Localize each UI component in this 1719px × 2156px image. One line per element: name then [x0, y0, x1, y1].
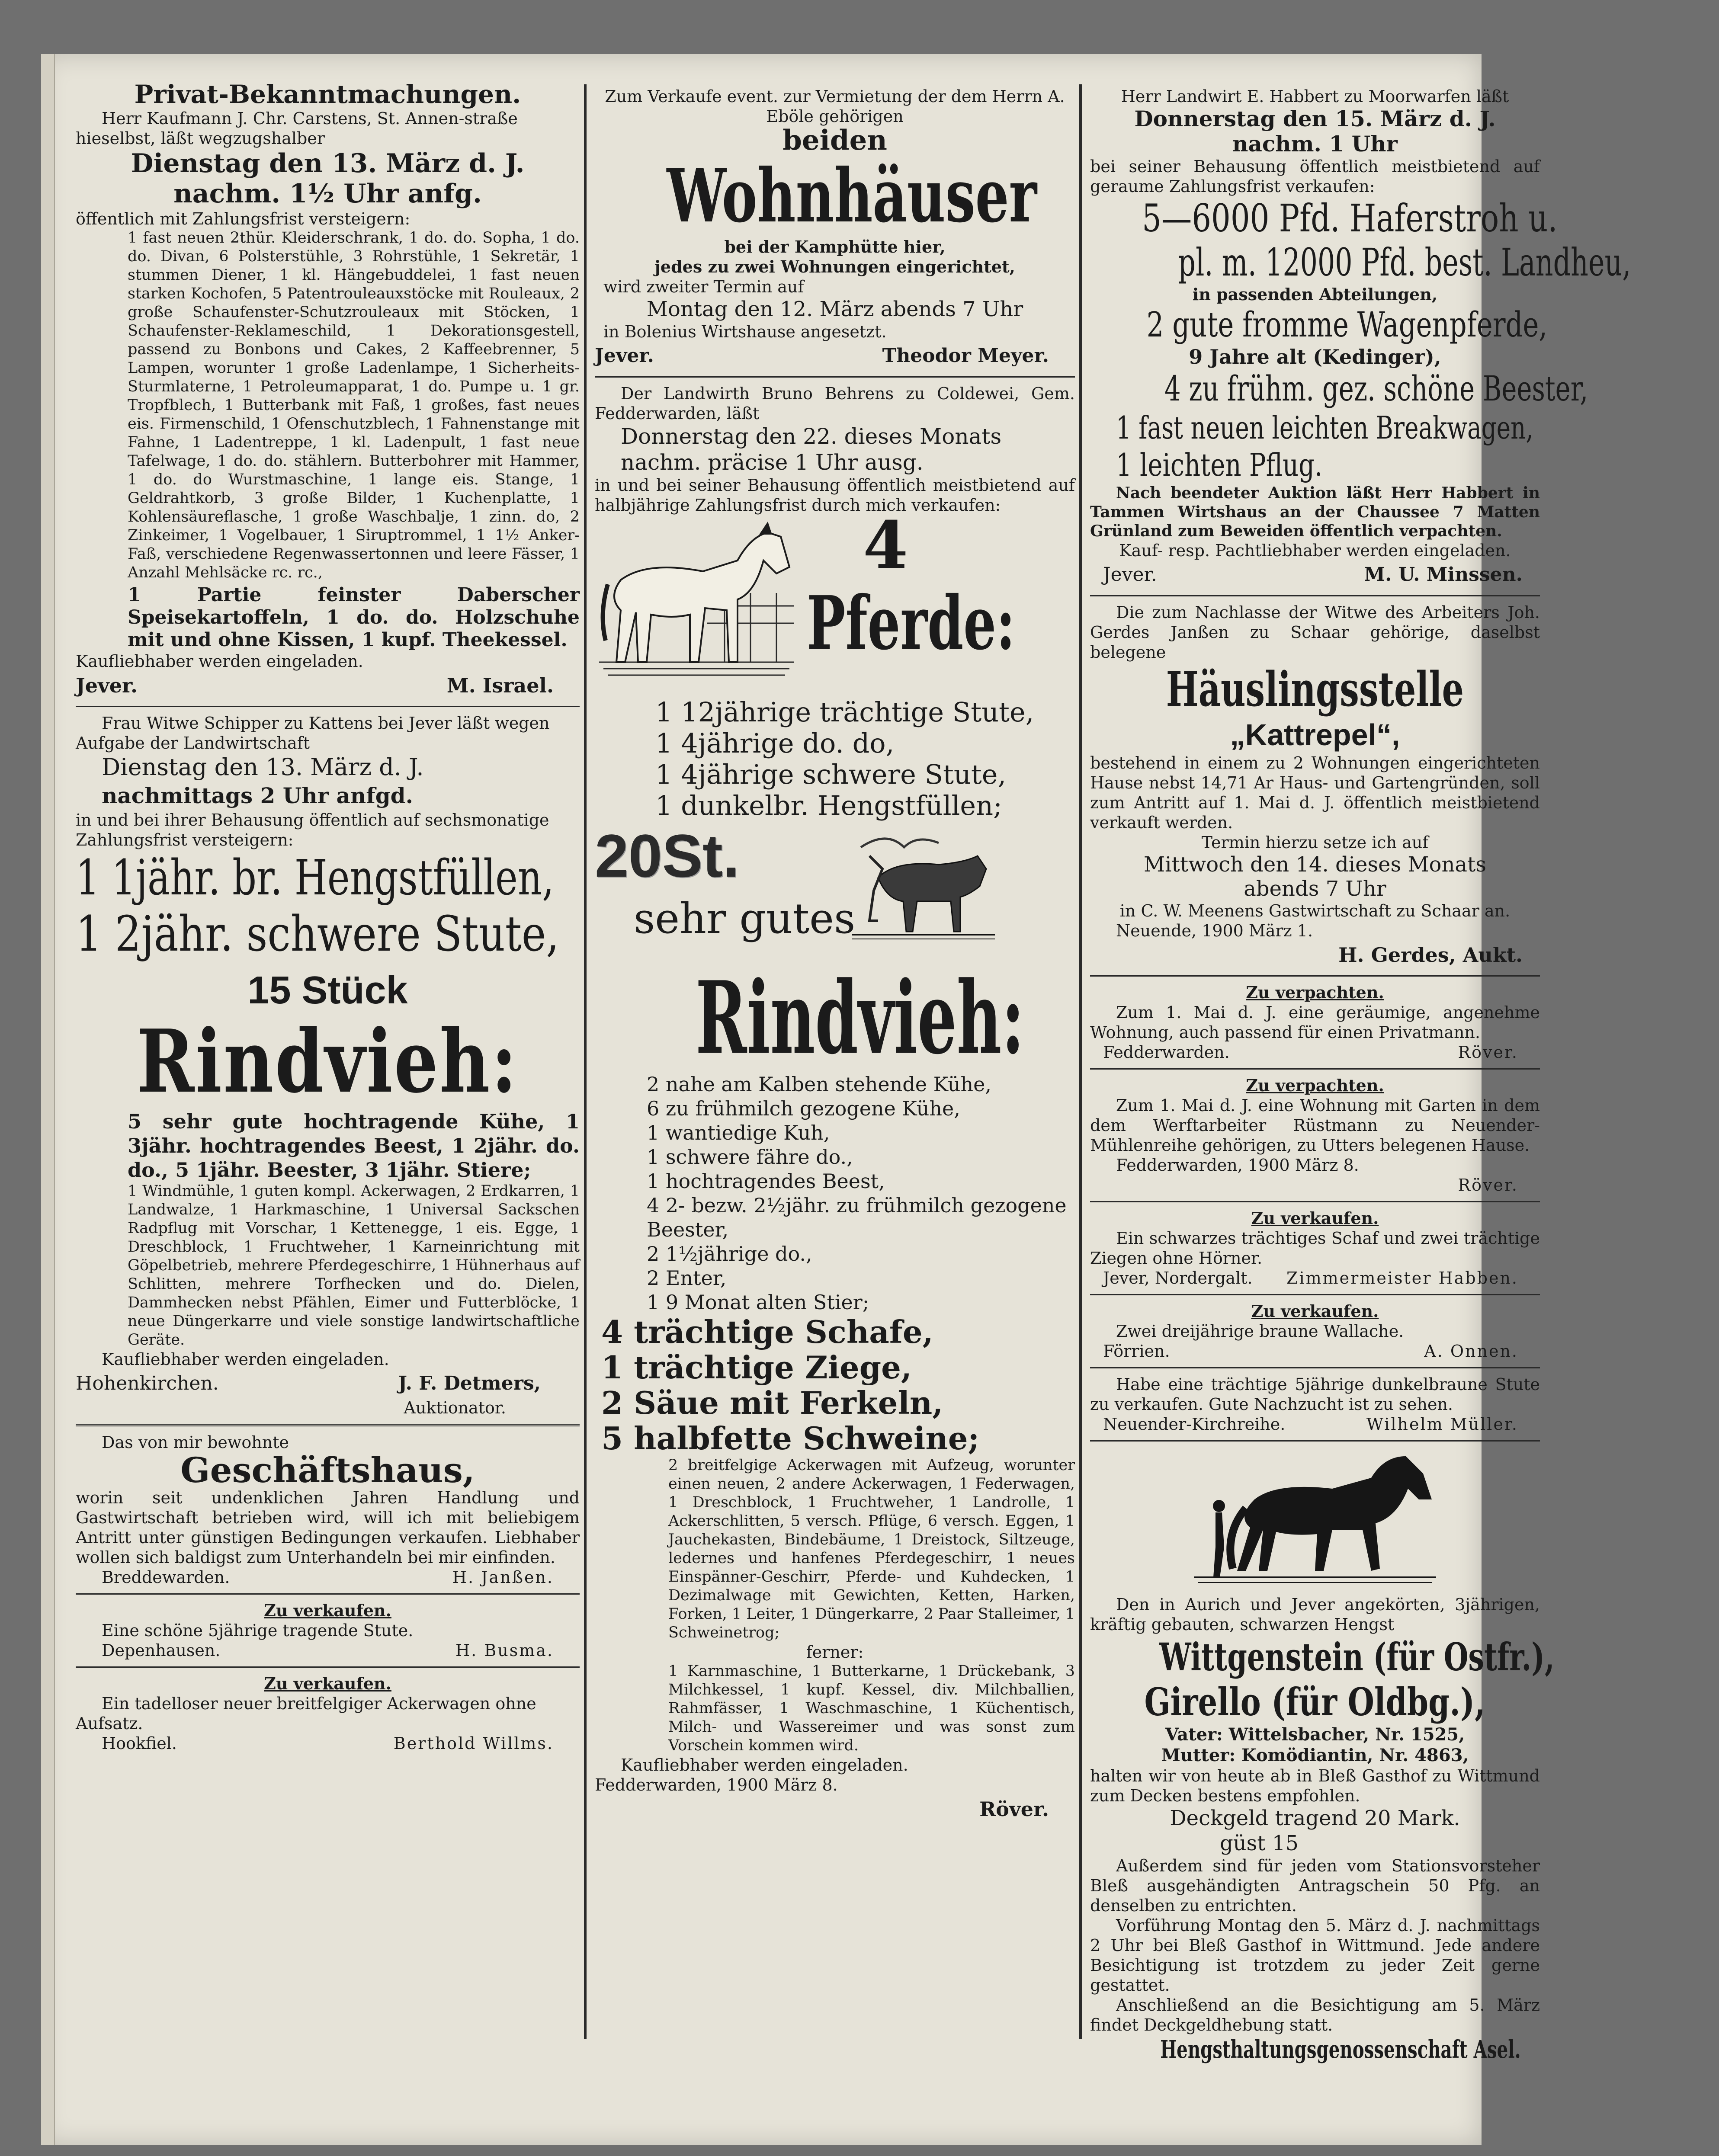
- ad-headline-text: 1 2jähr. schwere Stute,: [76, 906, 559, 962]
- column-1: [76, 80, 580, 1753]
- ad-headline-text: pl. m. 12000 Pfd. best. Landheu,: [1178, 240, 1631, 285]
- stallion-father: Vater: Wittelsbacher, Nr. 1525,: [1165, 1724, 1465, 1745]
- divider: [1090, 595, 1540, 596]
- sehr-gutes: sehr gutes: [634, 894, 856, 943]
- ad-intro: Das von mir bewohnte: [102, 1433, 289, 1452]
- ad-intro: Die zum Nachlasse der Witwe des Arbeiters Joh. Gerdes Janßen zu Schaar gehörige, daselbst belegene: [1090, 603, 1540, 662]
- ad-heading: Zu verkaufen.: [1251, 1208, 1379, 1228]
- ad-signature: Röver.: [979, 1797, 1049, 1821]
- ad-headline-text: 1 1jähr. br. Hengstfüllen,: [76, 850, 554, 906]
- ad-headline: [1090, 196, 1558, 240]
- ad-date: Donnerstag den 22. dieses Monats: [621, 424, 1002, 449]
- ad-headline: [1090, 409, 1540, 446]
- ad-text: bestehend in einem zu 2 Wohnungen eingerichteten Hause nebst 14,71 Ar Haus- und Gartengründen, soll zum Antritt auf 1. Mai d. J. öffentlich meistbietend verkauft werden.: [1090, 753, 1540, 832]
- list-item: 2 nahe am Kalben stehende Kühe,: [647, 1073, 992, 1096]
- stallion-fee: Deckgeld tragend 20 Mark.: [1170, 1806, 1460, 1830]
- ad-text: Ein schwarzes trächtiges Schaf und zwei trächtige Ziegen ohne Hörner.: [1090, 1229, 1540, 1268]
- list-item: 2 Säue mit Ferkeln,: [601, 1384, 943, 1421]
- ad-signature: A. Onnen.: [1424, 1342, 1518, 1361]
- ad-headline-big-text: Rindvieh:: [137, 1011, 519, 1112]
- ad-signature: Zimmermeister Habben.: [1286, 1269, 1518, 1288]
- ad-headline-text: 4 zu frühm. gez. schöne Beester,: [1164, 368, 1588, 409]
- ad-place: Jever.: [76, 674, 138, 697]
- ad-place: Förrien.: [1103, 1342, 1170, 1361]
- ad-title: Geschäftshaus,: [180, 1450, 475, 1490]
- stallion-mother: Mutter: Komödiantin, Nr. 4863,: [1161, 1745, 1469, 1765]
- ad-signature: Berthold Willms.: [393, 1734, 554, 1753]
- ad-headline: [76, 850, 580, 906]
- divider: [76, 706, 580, 707]
- ad-headline-text: 5—6000 Pfd. Haferstroh u.: [1142, 196, 1558, 240]
- ad-heading: Zu verkaufen.: [264, 1601, 391, 1620]
- ad-signature-text: Hengsthaltungsgenossenschaft Asel.: [1160, 2035, 1521, 2064]
- ad-signature-row: [1090, 1341, 1540, 1361]
- ad-intro: Herr Landwirt E. Habbert zu Moorwarfen läßt: [1121, 87, 1509, 106]
- ad-place: Hookfiel.: [102, 1734, 177, 1753]
- column-3: [1090, 86, 1631, 2064]
- ad-text: Habe eine trächtige 5jährige dunkelbraune Stute zu verkaufen. Gute Nachzucht ist zu sehen.: [1090, 1375, 1540, 1414]
- list-item: 1 trächtige Ziege,: [601, 1349, 912, 1386]
- ad-headline-text: 2 gute fromme Wagenpferde,: [1146, 304, 1548, 345]
- number-four: 4: [863, 507, 908, 583]
- ad-text: Eine schöne 5jährige tragende Stute.: [102, 1621, 414, 1640]
- ad-text: worin seit undenklichen Jahren Handlung und Gastwirtschaft betrieben wird, will ich mit beliebigem Antritt unter günstigen Bedingungen verkaufen. Liebhaber wollen sich baldigst zum Unterhandeln bei mir einfinden.: [76, 1488, 580, 1567]
- ad-heading: Zu verpachten.: [1246, 983, 1384, 1002]
- column-rule: [584, 84, 587, 2039]
- ad-signature-row: [1090, 1268, 1540, 1288]
- ad-intro: Den in Aurich und Jever angekörten, 3jährigen, kräftig gebauten, schwarzen Hengst: [1090, 1595, 1540, 1634]
- list-item: 1 hochtragendes Beest,: [647, 1169, 885, 1193]
- count-20st: 20St.: [595, 822, 740, 890]
- list-item: 1 4jährige do. do,: [655, 727, 895, 759]
- ad-items-bold: 1 Partie feinster Daberscher Speisekartoffeln, 1 do. do. Holzschuhe mit und ohne Kissen, 1 kupf. Theekessel.: [128, 584, 580, 651]
- page-edge: [41, 54, 55, 2145]
- divider: [76, 1666, 580, 1668]
- ad-location: bei der Kamphütte hier,: [724, 237, 946, 256]
- ad-invite: Kaufliebhaber werden eingeladen.: [76, 652, 363, 671]
- ad-text: Zum 1. Mai d. J. eine geräumige, angenehme Wohnung, auch passend für einen Privatmann.: [1090, 1003, 1540, 1042]
- ad-items: 1 Windmühle, 1 guten kompl. Ackerwagen, 2 Erdkarren, 1 Landwalze, 1 Harkmaschine, 1 Universal Sackschen Radpflug mit Vorschar, 1 Kettenegge, 1 eis. Egge, 1 Dreschblock, 1 Fruchtweher, 1 Karneinrichtung mit Göpelbetrieb, mehrere Pferdegeschirre, 1 Hühnerhaus auf Schlitten, mehrere Torfhecken und do. Dielen, Dammhecken nebst Pfählen, Eimer und Futterblöcke, 1 neue Düngerkarre und viele sonstige landwirtschaftliche Geräte.: [128, 1182, 580, 1349]
- ad-signature: J. F. Detmers,: [398, 1372, 541, 1394]
- list-item: 1 wantiedige Kuh,: [647, 1121, 830, 1144]
- ad-title: [1090, 662, 1540, 717]
- stallion-name: [1090, 1679, 1540, 1724]
- ad-signature: Theodor Meyer.: [882, 345, 1049, 367]
- ad-where: in Bolenius Wirtshause angesetzt.: [603, 322, 887, 341]
- list-item: 1 12jährige trächtige Stute,: [655, 696, 1034, 728]
- ad-headline: [1090, 368, 1588, 409]
- ad-title-text: Wohnhäuser: [667, 153, 1037, 239]
- stallion-name: [1090, 1634, 1555, 1679]
- ad-place: Breddewarden.: [102, 1568, 230, 1587]
- list-item: 2 Enter,: [647, 1266, 727, 1290]
- divider: [76, 1593, 580, 1595]
- ad-headline: 15 Stück: [247, 969, 408, 1012]
- cattle-illustration: [852, 821, 995, 942]
- ad-signature-row: [1090, 1414, 1540, 1434]
- list-item: 2 1½jährige do.,: [647, 1242, 812, 1265]
- ad-headline-big: [76, 1011, 580, 1112]
- ad-place: Depenhausen.: [102, 1641, 221, 1660]
- divider: [1090, 1294, 1540, 1295]
- list-item: 4 2- bezw. 2½jähr. zu frühmilch gezogene Beester,: [647, 1194, 1067, 1241]
- ad-time: abends 7 Uhr: [1244, 877, 1386, 901]
- ad-name: „Kattrepel“,: [1230, 718, 1400, 752]
- ad-time: nachm. präcise 1 Uhr ausg.: [621, 450, 924, 475]
- ad-date: Donnerstag den 15. März d. J.: [1134, 106, 1496, 131]
- ad-headline: [1090, 240, 1631, 285]
- ad-role: Auktionator.: [404, 1398, 506, 1417]
- ad-signature: M. Israel.: [446, 674, 554, 697]
- ad-terms: in und bei seiner Behausung öffentlich meistbietend auf halbjährige Zahlungsfrist durch mich verkaufen:: [595, 476, 1075, 515]
- ad-signature-row: [76, 1369, 580, 1398]
- bold-list: [595, 1314, 1075, 1456]
- divider: [1090, 1068, 1540, 1070]
- ad-signature-row: [595, 342, 1075, 370]
- ad-text: Zwei dreijährige braune Wallache.: [1116, 1322, 1404, 1341]
- ad-items: 1 Karnmaschine, 1 Butterkarne, 1 Drückebank, 3 Milchkessel, 1 kupf. Kessel, div. Milchballien, Rahmfässer, 1 Waschmaschine, 1 Küchentisch, Milch- und Wassereimer und was sonst zum Vorschein kommen wird.: [668, 1663, 1075, 1754]
- ad-place: Jever.: [595, 345, 654, 367]
- section-header: Privat-Bekanntmachungen.: [134, 80, 521, 109]
- ad-signature-row: [1090, 561, 1540, 589]
- cattle-list: [595, 1072, 1075, 1314]
- ad-invite: Kaufliebhaber werden eingeladen.: [621, 1756, 908, 1775]
- ad-cattle: 5 sehr gute hochtragende Kühe, 1 3jähr. hochtragendes Beest, 1 2jähr. do. do., 5 1jähr. Beester, 3 1jähr. Stiere;: [128, 1110, 580, 1182]
- ad-signature-row: [1090, 1042, 1540, 1062]
- ad-headline-text: 1 leichten Pflug.: [1116, 447, 1323, 483]
- ad-time: nachmittags 2 Uhr anfgd.: [102, 783, 414, 808]
- ad-date: Dienstag den 13. März d. J.: [131, 148, 525, 179]
- ad-signature: H. Janßen.: [452, 1568, 554, 1587]
- stallion-name-text: Wittgenstein (für Ostfr.),: [1159, 1634, 1555, 1679]
- ad-place: Hohenkirchen.: [76, 1372, 219, 1394]
- ad-signature-row: [76, 1733, 580, 1753]
- ad-ferner: ferner:: [806, 1643, 864, 1662]
- ad-where: in C. W. Meenens Gastwirtschaft zu Schaar an.: [1119, 901, 1511, 920]
- ad-text: Außerdem sind für jeden vom Stationsvorsteher Bleß ausgehändigten Antragschein 50 Pfg. an denselben zu entrichten.: [1090, 1856, 1540, 1915]
- ad-bold-text: Nach beendeter Auktion läßt Herr Habbert in Tammen Wirtshaus an der Chaussee 7 Matten Grünland zum Beweiden öffentlich verpachten.: [1090, 484, 1540, 540]
- divider: [595, 376, 1075, 378]
- divider: [76, 1424, 580, 1426]
- ad-term: wird zweiter Termin auf: [603, 277, 804, 296]
- rindvieh-title: [595, 960, 1075, 1076]
- cattle-block: [595, 821, 1075, 964]
- ad-time: nachm. 1 Uhr: [1232, 131, 1398, 157]
- ad-sub: 9 Jahre alt (Kedinger),: [1189, 345, 1441, 368]
- ad-terms: in und bei ihrer Behausung öffentlich auf sechsmonatige Zahlungsfrist versteigern:: [76, 811, 549, 849]
- divider: [1090, 975, 1540, 977]
- ad-title: [595, 155, 1075, 237]
- ad-intro: Der Landwirth Bruno Behrens zu Coldewei, Gem. Fedderwarden, läßt: [595, 384, 1075, 423]
- ad-desc: jedes zu zwei Wohnungen eingerichtet,: [654, 257, 1015, 276]
- ad-invite: Kauf- resp. Pachtliebhaber werden eingeladen.: [1119, 541, 1511, 560]
- ad-signature: [1090, 2035, 1540, 2064]
- ad-dateline: Neuende, 1900 März 1.: [1116, 921, 1313, 940]
- ad-text: Anschließend an die Besichtigung am 5. März findet Deckgeldhebung statt.: [1090, 1996, 1540, 2034]
- ad-text: Zum 1. Mai d. J. eine Wohnung mit Garten in dem dem Werftarbeiter Rüstmann zu Neuender-Mühlenreihe gehörigen, zu Utters belegenen Hause.: [1090, 1096, 1540, 1155]
- ad-items: 2 breitfelgige Ackerwagen mit Aufzeug, worunter einen neuen, 2 andere Ackerwagen, 1 Federwagen, 1 Dreschblock, 1 Fruchtweher, 1 Landrolle, 1 Ackerschlitten, 5 versch. Pflüge, 6 versch. Eggen, 1 Jauchekasten, Bindebäume, 1 Dreistock, Siltzeuge, ledernes und hanfenes Pferdegeschirr, 1 neues Einspänner-Geschirr, Pferde- und Kuhdecken, 1 Dezimalwage mit Gewichten, Ketten, Harken, Forken, 1 Leiter, 1 Düngerkarre, 2 Paar Stalleimer, 1 Schweinetrog;: [668, 1457, 1075, 1641]
- ad-text: Ein tadelloser neuer breitfelgiger Ackerwagen ohne Aufsatz.: [76, 1694, 536, 1733]
- ad-date: Dienstag den 13. März d. J.: [102, 753, 424, 781]
- ad-heading: Zu verpachten.: [1246, 1076, 1384, 1095]
- ad-title-text: Häuslingsstelle: [1166, 661, 1464, 717]
- ad-place: Jever.: [1103, 564, 1157, 586]
- ad-term: Termin hierzu setze ich auf: [1201, 833, 1429, 852]
- divider: [1090, 1201, 1540, 1202]
- stallion-illustration: [1190, 1448, 1440, 1590]
- pferde-title: [807, 580, 1104, 666]
- ad-signature: H. Busma.: [455, 1641, 554, 1660]
- ad-signature-row: [76, 1567, 580, 1587]
- ad-terms: öffentlich mit Zahlungsfrist versteigern:: [76, 209, 411, 228]
- horse-block: [595, 507, 1075, 697]
- ad-headline-text: 1 fast neuen leichten Breakwagen,: [1116, 410, 1533, 446]
- ad-place: Neuender-Kirchreihe.: [1103, 1415, 1286, 1434]
- ad-terms: bei seiner Behausung öffentlich meistbietend auf geraume Zahlungsfrist verkaufen:: [1090, 157, 1540, 196]
- ad-heading: Zu verkaufen.: [1251, 1301, 1379, 1321]
- ad-place: Jever, Nordergalt.: [1103, 1269, 1253, 1288]
- list-item: 1 9 Monat alten Stier;: [647, 1291, 869, 1314]
- pferde-title-text: Pferde:: [807, 580, 1015, 666]
- stallion-fee: güst 15: [1220, 1831, 1299, 1855]
- ad-date: Mittwoch den 14. dieses Monats: [1144, 852, 1486, 877]
- divider: [1090, 1440, 1540, 1442]
- ad-intro: Frau Witwe Schipper zu Kattens bei Jever läßt wegen Aufgabe der Landwirtschaft: [76, 714, 550, 753]
- column-2: [595, 86, 1075, 1823]
- ad-invite: Kaufliebhaber werden eingeladen.: [102, 1350, 389, 1369]
- ad-signature-row: [76, 671, 580, 700]
- list-item: 1 schwere fähre do.,: [647, 1145, 853, 1169]
- ad-headline: [76, 906, 580, 962]
- ad-signature: Wilhelm Müller.: [1366, 1415, 1518, 1434]
- ad-subtitle: beiden: [783, 124, 887, 157]
- list-item: 1 4jährige schwere Stute,: [655, 759, 1007, 790]
- horse-illustration: [595, 519, 798, 692]
- ad-headline: [1090, 304, 1548, 345]
- ad-heading: Zu verkaufen.: [264, 1674, 391, 1693]
- list-item: 6 zu frühmilch gezogene Kühe,: [647, 1097, 960, 1120]
- ad-place: Fedderwarden, 1900 März 8.: [1116, 1156, 1359, 1175]
- ad-signature: H. Gerdes, Aukt.: [1338, 943, 1523, 967]
- horse-list: [595, 697, 1075, 821]
- ad-place: Fedderwarden, 1900 März 8.: [595, 1775, 838, 1794]
- list-item: 4 trächtige Schafe,: [601, 1313, 933, 1350]
- ad-headline: [1090, 446, 1540, 484]
- ad-signature: Röver.: [1458, 1176, 1518, 1195]
- ad-text: halten wir von heute ab in Bleß Gasthof zu Wittmund zum Decken bestens empfohlen.: [1090, 1766, 1540, 1805]
- ad-signature: M. U. Minssen.: [1364, 564, 1523, 586]
- ad-time: nachm. 1½ Uhr anfg.: [173, 179, 482, 209]
- stallion-name-text: Girello (für Oldbg.),: [1144, 1679, 1486, 1724]
- column-rule: [1079, 84, 1082, 2039]
- ad-date: Montag den 12. März abends 7 Uhr: [646, 297, 1023, 321]
- list-item: 1 dunkelbr. Hengstfüllen;: [655, 790, 1002, 821]
- ad-signature: Röver.: [1458, 1043, 1518, 1062]
- list-item: 5 halbfette Schweine;: [601, 1420, 980, 1457]
- ad-text: Vorführung Montag den 5. März d. J. nachmittags 2 Uhr bei Bleß Gasthof in Wittmund. Jede andere Besichtigung ist trotzdem zu jeder Zeit gerne gestattet.: [1090, 1916, 1540, 1995]
- ad-sub: in passenden Abteilungen,: [1192, 285, 1438, 304]
- rindvieh-title-text: Rindvieh:: [695, 960, 1025, 1076]
- ad-intro: Herr Kaufmann J. Chr. Carstens, St. Annen-straße hieselbst, läßt wegzugshalber: [76, 109, 518, 148]
- divider: [1090, 1367, 1540, 1368]
- ad-items: 1 fast neuen 2thür. Kleiderschrank, 1 do. do. Sopha, 1 do. do. Divan, 6 Polsterstühle, 3 Rohrstühle, 1 Sekretär, 1 stummen Diener, 1 kl. Hängebuddelei, 1 fast neuen starken Kochofen, 5 Patentrouleauxstöcke mit Rouleaux, 2 große Schaufenster-Schutzrouleaux mit Stöcken, 1 Schaufenster-Reklameschild, 1 Dekorationsgestell, passend zu Bonbons und Cakes, 2 Kaffeebrenner, 5 Lampen, worunter 1 große Ladenlampe, 1 Sicherheits-Sturmlaterne, 1 Petroleumapparat, 1 do. Pumpe u. 1 gr. Tropfblech, 1 Butterbank mit Faß, 1 großes, fast neues eis. Firmenschild, 1 Ofenschutzblech, 1 Fahnenstange mit Fahne, 1 Ladentreppe, 1 kl. Ladenpult, 1 fast neue Tafelwage, 1 do. do. stählern. Butterbohrer mit Hammer, 1 do. do Wurstmaschine, 1 lange eis. Stange, 1 Geldrahtkorb, 3 große Bilder, 1 Kuchenplatte, 1 Kohlensäureflasche, 1 große Waschbalje, 1 zinn. do, 2 Zinkeimer, 1 Vogelbauer, 1 Siruptrommel, 1 1½ Anker-Faß, verschiedene Regenwassertonnen und leere Fässer, 1 Anzahl Mehlsäcke rc. rc.,: [128, 229, 580, 581]
- ad-signature-row: [76, 1640, 580, 1660]
- ad-intro: Zum Verkaufe event. zur Vermietung der dem Herrn A. Eböle gehörigen: [605, 87, 1065, 126]
- ad-place: Fedderwarden.: [1103, 1043, 1230, 1062]
